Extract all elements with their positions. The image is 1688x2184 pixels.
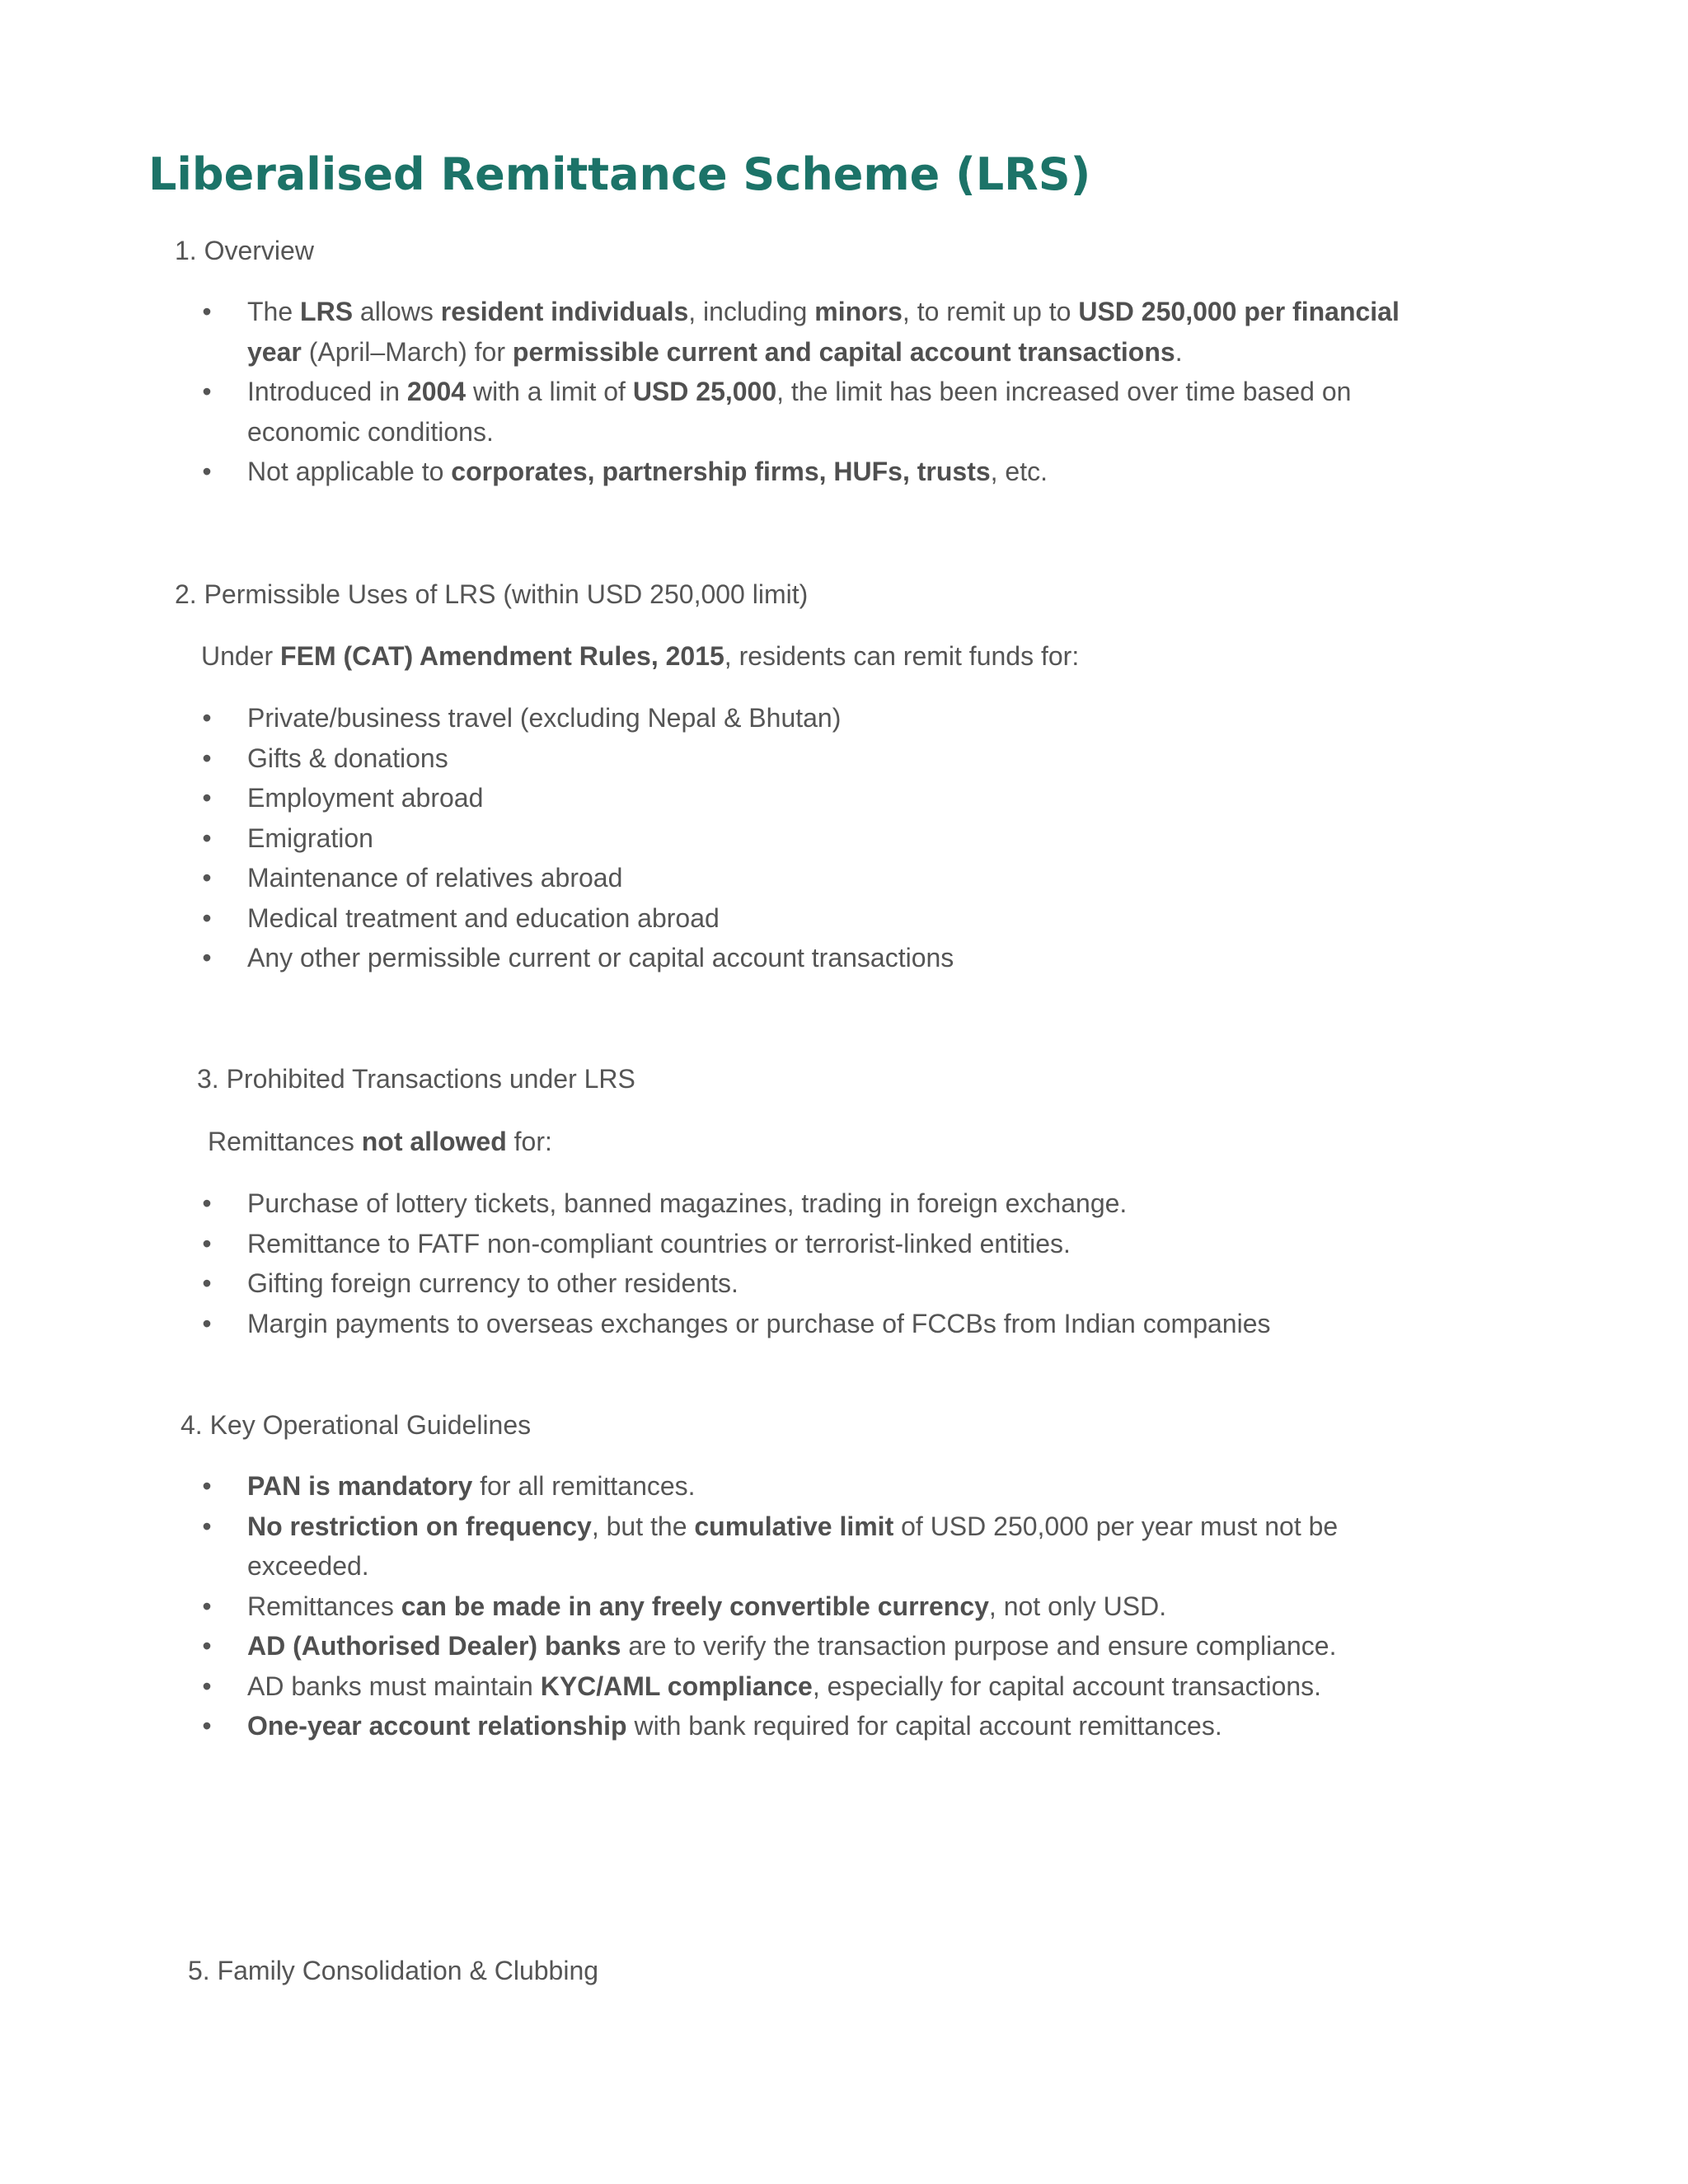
text-run: (April–March) for	[301, 336, 513, 367]
bullet-icon: •	[202, 863, 212, 893]
section-heading-prohibited-transactions: 3. Prohibited Transactions under LRS	[197, 1064, 635, 1094]
text-run: Employment abroad	[247, 783, 484, 813]
text-run: .	[1175, 336, 1183, 367]
document-title: Liberalised Remittance Scheme (LRS)	[148, 148, 1091, 200]
text-run: of USD 250,000 per year must not be exceeded.	[247, 1511, 1339, 1581]
text-run: , the limit has been increased over time based on economic conditions.	[247, 377, 1352, 447]
bullet-icon: •	[202, 1591, 212, 1621]
list-item	[198, 938, 1484, 978]
bullet-icon: •	[202, 457, 212, 486]
section-heading-operational-guidelines: 4. Key Operational Guidelines	[181, 1410, 532, 1440]
operational-guidelines-bullet-list	[198, 1466, 1409, 1746]
permissible-uses-intro	[201, 636, 1079, 676]
text-run: for all remittances.	[472, 1471, 696, 1501]
bold-text: No restriction on frequency	[247, 1511, 592, 1541]
list-item	[198, 1466, 1409, 1507]
bold-text: PAN is mandatory	[247, 1471, 473, 1501]
list-item	[198, 1224, 1484, 1264]
text-run: Margin payments to overseas exchanges or purchase of FCCBs from Indian companies	[247, 1308, 1271, 1338]
bold-text: USD 250,000 per financial year	[247, 297, 1400, 367]
bold-text: minors	[814, 297, 903, 326]
list-item	[198, 1706, 1409, 1746]
text-run: Gifting foreign currency to other residents.	[247, 1268, 738, 1298]
text-run: Maintenance of relatives abroad	[247, 863, 623, 893]
bullet-icon: •	[202, 1511, 212, 1541]
bold-text: AD (Authorised Dealer) banks	[247, 1631, 621, 1661]
list-item	[198, 738, 1484, 779]
list-item	[198, 898, 1484, 939]
bold-text: KYC/AML compliance	[540, 1671, 813, 1701]
text-run: Private/business travel (excluding Nepal & Bhutan)	[247, 703, 842, 733]
section-heading-overview: 1. Overview	[175, 236, 314, 265]
bold-text: One-year account relationship	[247, 1711, 627, 1741]
list-item	[198, 1183, 1484, 1224]
text-run: Introduced in	[247, 377, 407, 406]
text-run: Remittances	[208, 1127, 362, 1156]
text-run: The	[247, 297, 301, 326]
section-heading-family-consolidation: 5. Family Consolidation & Clubbing	[188, 1956, 599, 1985]
bold-text: corporates, partnership firms, HUFs, trusts	[451, 457, 991, 486]
list-item	[198, 452, 1451, 492]
text-run: , especially for capital account transactions.	[812, 1671, 1322, 1701]
text-run: , residents can remit funds for:	[724, 641, 1080, 671]
bold-text: 2004	[406, 377, 467, 406]
bold-text: can be made in any freely convertible currency	[401, 1591, 989, 1621]
text-run: with a limit of	[466, 377, 633, 406]
bullet-icon: •	[202, 1228, 212, 1258]
text-run: Emigration	[247, 823, 373, 853]
list-item	[198, 698, 1484, 738]
text-run: for:	[506, 1127, 552, 1156]
list-item	[198, 858, 1484, 898]
bold-text: FEM (CAT) Amendment Rules, 2015	[280, 641, 724, 671]
bold-text: LRS	[300, 297, 354, 326]
bullet-icon: •	[202, 743, 212, 773]
list-item	[198, 1507, 1409, 1586]
bullet-icon: •	[202, 1711, 212, 1741]
text-run: AD banks must maintain	[247, 1671, 541, 1701]
text-run: Gifts & donations	[247, 743, 448, 773]
overview-bullet-list	[198, 292, 1451, 492]
list-item	[198, 372, 1451, 452]
bullet-icon: •	[202, 297, 212, 326]
text-run: Purchase of lottery tickets, banned magazines, trading in foreign exchange.	[247, 1188, 1128, 1218]
list-item	[198, 778, 1484, 818]
section-heading-permissible-uses: 2. Permissible Uses of LRS (within USD 250,000 limit)	[175, 579, 809, 609]
text-run: Medical treatment and education abroad	[247, 902, 720, 933]
text-run: Under	[201, 641, 281, 671]
list-item	[198, 1304, 1484, 1344]
bullet-icon: •	[202, 1188, 212, 1218]
bold-text: resident individuals	[440, 297, 689, 326]
bullet-icon: •	[202, 823, 212, 853]
list-item	[198, 1626, 1409, 1666]
prohibited-transactions-bullet-list	[198, 1183, 1484, 1343]
text-run: Remittances	[247, 1591, 401, 1621]
bold-text: cumulative limit	[694, 1511, 894, 1541]
bullet-icon: •	[202, 703, 212, 733]
text-run: , etc.	[990, 457, 1048, 486]
permissible-uses-bullet-list	[198, 698, 1484, 978]
bold-text: permissible current and capital account transactions	[512, 336, 1175, 367]
bullet-icon: •	[202, 377, 212, 406]
bullet-icon: •	[202, 1471, 212, 1501]
list-item	[198, 1666, 1409, 1707]
bullet-icon: •	[202, 943, 212, 972]
prohibited-transactions-intro	[208, 1122, 552, 1161]
text-run: , including	[688, 297, 815, 326]
bullet-icon: •	[202, 783, 212, 813]
list-item	[198, 292, 1451, 372]
bullet-icon: •	[202, 902, 212, 933]
text-run: Not applicable to	[247, 457, 452, 486]
bullet-icon: •	[202, 1308, 212, 1338]
bullet-icon: •	[202, 1671, 212, 1701]
text-run: , but the	[591, 1511, 695, 1541]
bold-text: USD 25,000	[632, 377, 777, 406]
text-run: with bank required for capital account remittances.	[626, 1711, 1222, 1741]
text-run: allows	[353, 297, 441, 326]
text-run: , to remit up to	[902, 297, 1079, 326]
list-item	[198, 1586, 1409, 1627]
bullet-icon: •	[202, 1268, 212, 1298]
text-run: Any other permissible current or capital account transactions	[247, 943, 954, 972]
list-item	[198, 818, 1484, 859]
text-run: , not only USD.	[988, 1591, 1167, 1621]
text-run: Remittance to FATF non-compliant countries or terrorist-linked entities.	[247, 1228, 1071, 1258]
bold-text: not allowed	[361, 1127, 507, 1156]
bullet-icon: •	[202, 1631, 212, 1661]
text-run: are to verify the transaction purpose and ensure compliance.	[621, 1631, 1337, 1661]
list-item	[198, 1263, 1484, 1304]
